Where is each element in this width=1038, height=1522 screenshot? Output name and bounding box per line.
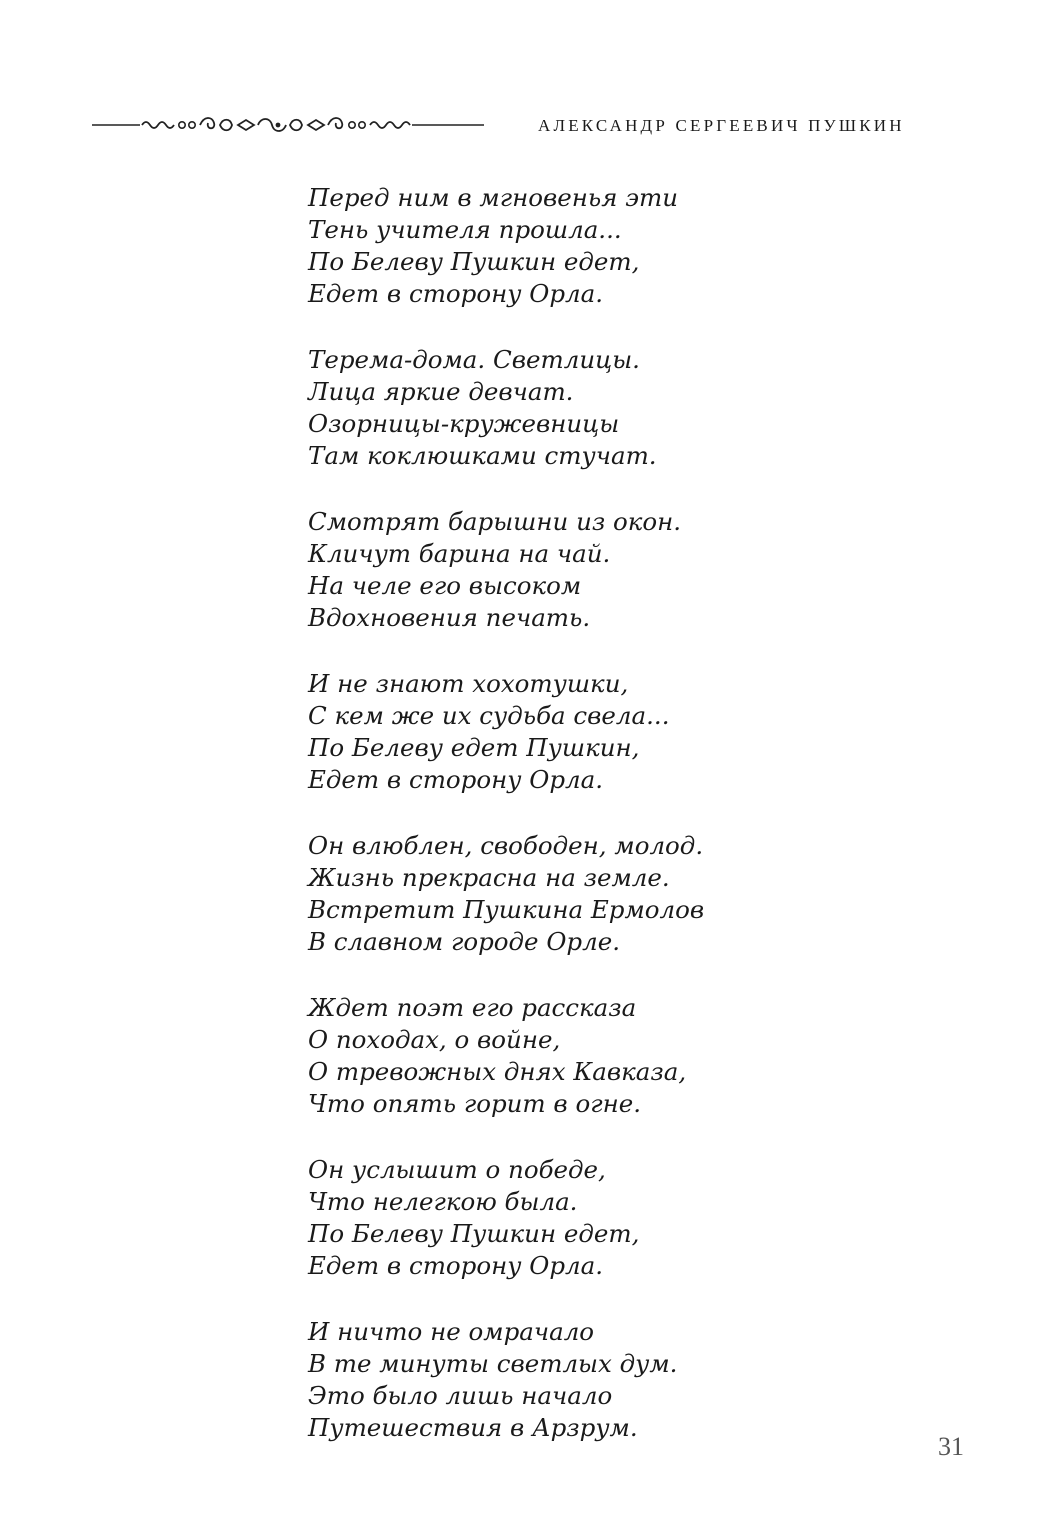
poem-line: Смотрят барышни из окон.	[308, 507, 682, 536]
poem-line: Путешествия в Арзрум.	[308, 1413, 638, 1442]
poem-line: Он услышит о победе,	[308, 1155, 606, 1184]
poem-line: В славном городе Орле.	[308, 927, 621, 956]
poem-line: С кем же их судьба свела...	[308, 701, 670, 730]
poem-line: На челе его высоком	[308, 571, 582, 600]
poem-line: Что нелегкою была.	[308, 1187, 578, 1216]
page-number: 31	[938, 1432, 964, 1461]
poem-line: Жизнь прекрасна на земле.	[308, 863, 670, 892]
poem-line: Кличут барина на чай.	[308, 539, 611, 568]
poem-line: О походах, о войне,	[308, 1025, 561, 1054]
poem-line: Вдохновения печать.	[308, 603, 591, 632]
poem-line: И ничто не омрачало	[308, 1317, 595, 1346]
poem-line: В те минуты светлых дум.	[308, 1349, 678, 1378]
stanza	[308, 344, 948, 472]
stanza	[308, 668, 948, 796]
poem-line: Ждет поэт его рассказа	[308, 993, 637, 1022]
poem-line: О тревожных днях Кавказа,	[308, 1057, 687, 1086]
poem-line: По Белеву едет Пушкин,	[308, 733, 640, 762]
poem-line: Он влюблен, свободен, молод.	[308, 831, 704, 860]
poem-line: Лица яркие девчат.	[308, 377, 574, 406]
poem-line: Тень учителя прошла...	[308, 215, 622, 244]
poem-line: И не знают хохотушки,	[308, 669, 629, 698]
poem-line: По Белеву Пушкин едет,	[308, 247, 640, 276]
poem-line: Терема-дома. Светлицы.	[308, 345, 640, 374]
poem-line: Там коклюшками стучат.	[308, 441, 657, 470]
poem-line: Едет в сторону Орла.	[308, 1251, 604, 1280]
stanza	[308, 992, 948, 1120]
stanza	[308, 182, 948, 310]
running-title: АЛЕКСАНДР СЕРГЕЕВИЧ ПУШКИН	[538, 116, 905, 135]
poem-line: По Белеву Пушкин едет,	[308, 1219, 640, 1248]
poem	[308, 182, 948, 1478]
poem-line: Это было лишь начало	[308, 1381, 613, 1410]
stanza	[308, 506, 948, 634]
poem-line: Едет в сторону Орла.	[308, 765, 604, 794]
poem-line: Перед ним в мгновенья эти	[308, 183, 678, 212]
poem-line: Озорницы-кружевницы	[308, 409, 620, 438]
poem-line: Встретит Пушкина Ермолов	[308, 895, 705, 924]
stanza	[308, 830, 948, 958]
stanza	[308, 1316, 948, 1444]
header-ornament-icon	[92, 112, 484, 138]
stanza	[308, 1154, 948, 1282]
poem-line: Едет в сторону Орла.	[308, 279, 604, 308]
poem-line: Что опять горит в огне.	[308, 1089, 642, 1118]
